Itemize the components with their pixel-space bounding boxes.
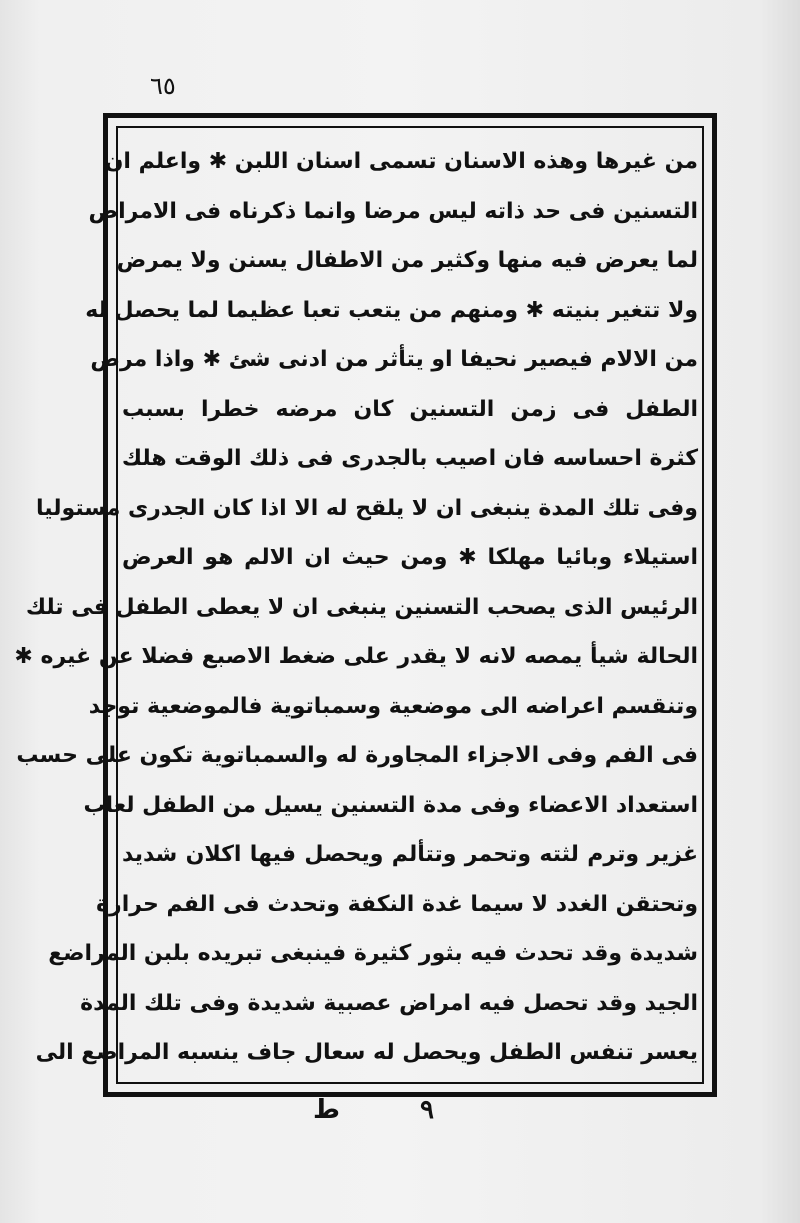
text-line: وتنقسم اعراضه الى موضعية وسمباتوية فالموضعية توجد [88,693,698,719]
text-line: يعسر تنفس الطفل ويحصل له سعال جاف ينسبه المراضع الى [35,1040,698,1065]
text-line: الجيد وقد تحصل فيه امراض عصبية شديدة وفى تلك المدة [80,990,698,1016]
text-line: من الالام فيصير نحيفا او يتأثر من ادنى شئ ✱ واذا مرض [90,347,698,372]
text-line: الحالة شيأ يمصه لانه لا يقدر على ضغط الاصبع فضلا عن غيره ✱ [14,644,698,669]
text-line: لما يعرض فيه منها وكثير من الاطفال يسنن ولا يمرض [116,248,698,273]
text-line: استيلاء وبائيا مهلكا ✱ ومن حيث ان الالم هو العرض [122,545,698,570]
text-line: وفى تلك المدة ينبغى ان لا يلقح له الا اذا كان الجدرى مستوليا [36,495,698,521]
text-line: الرئيس الذى يصحب التسنين ينبغى ان لا يعطى الطفل فى تلك [25,594,698,620]
text-line: ولا تتغير بنيته ✱ ومنهم من يتعب تعبا عظيما لما يحصل له [85,297,698,323]
text-line: فى الفم وفى الاجزاء المجاورة له والسمباتوية تكون على حسب [16,743,698,768]
page-number: ٦٥ [150,72,176,100]
text-line: شديدة وقد تحدث فيه بثور كثيرة فينبغى تبريده بلبن المراضع [48,941,698,966]
text-line: من غيرها وهذه الاسنان تسمى اسنان اللبن ✱ واعلم ان [104,149,698,174]
body-text [14,137,698,1077]
text-line: غزير وترم لثته وتحمر وتتألم ويحصل فيها اكلان شديد [122,842,698,867]
text-line: استعداد الاعضاء وفى مدة التسنين يسيل من الطفل لعاب [83,792,698,818]
signature-letter: ط [313,1095,341,1125]
text-line: كثرة احساسه فان اصيب بالجدرى فى ذلك الوقت هلك [121,446,698,471]
signature-number: ٩ [420,1095,434,1125]
text-line: التسنين فى حد ذاته ليس مرضا وانما ذكرناه فى الامراض [88,198,698,224]
text-line: وتحتقن الغدد لا سيما غدة النكفة وتحدث فى الفم حرارة [96,891,698,917]
text-line: الطفل فى زمن التسنين كان مرضه خطرا بسبب [122,396,698,422]
